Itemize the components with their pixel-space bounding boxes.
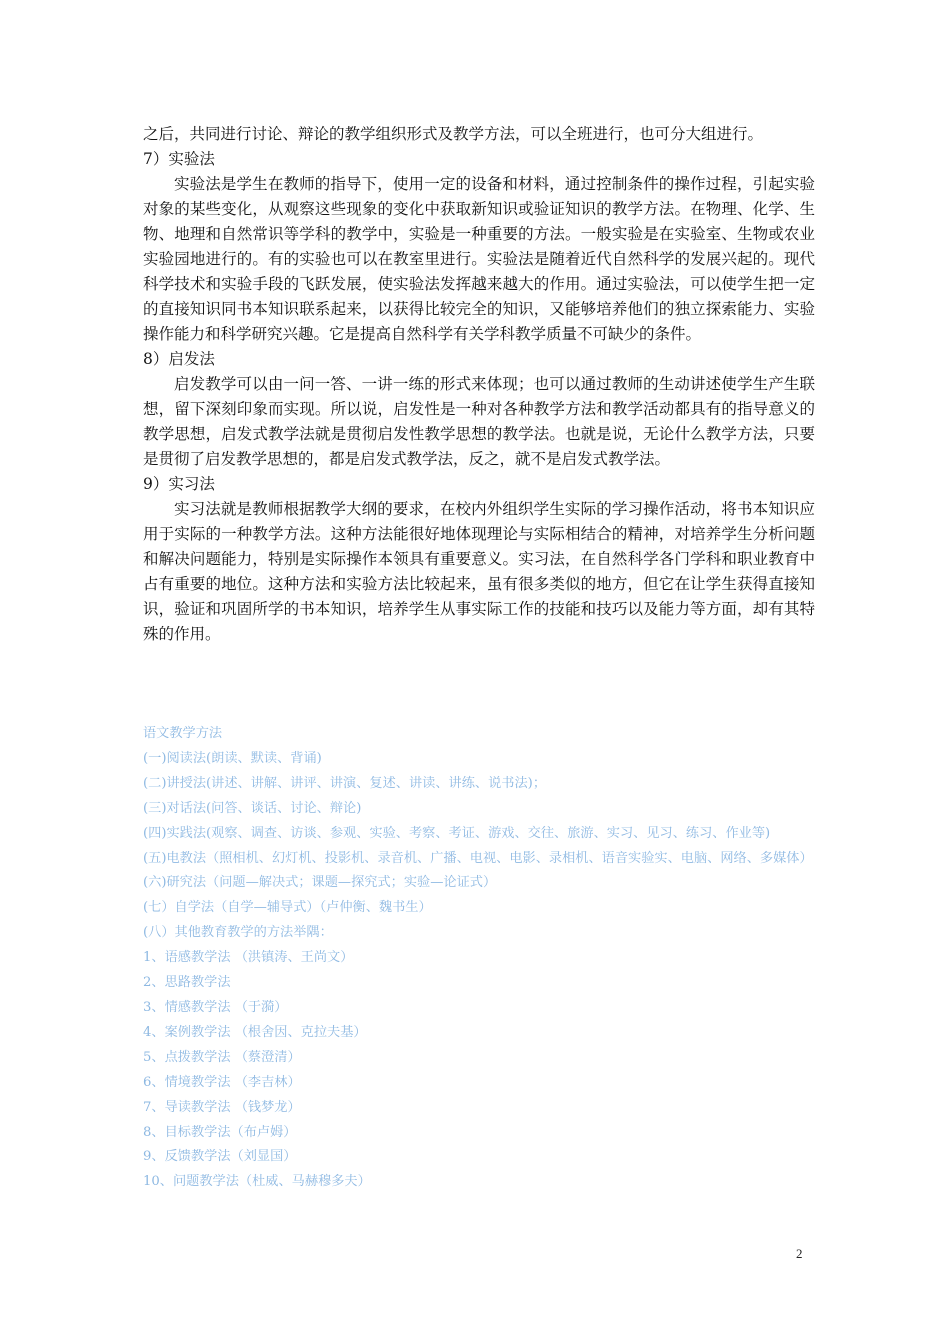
- list-item: 5、点拨教学法 （蔡澄清）: [143, 1049, 301, 1065]
- list-item: 6、情境教学法 （李吉林）: [143, 1074, 301, 1090]
- list-item: 2、思路教学法: [143, 975, 231, 991]
- paragraph-experiment-method: 实验法是学生在教师的指导下，使用一定的设备和材料，通过控制条件的操作过程，引起实验对象的某些变化，从观察这些现象的变化中获取新知识或验证知识的教学方法。在物理、化学、生物、地理和自然常识等学科的教学中，实验是一种重要的方法。一般实验是在实验室、生物或农业实验园地进行的。有的实验也可以在教室里进行。实验法是随着近代自然科学的发展兴起的。现代科学技术和实验手段的飞跃发展，使实验法发挥越来越大的作用。通过实验法，可以使学生把一定的直接知识同书本知识联系起来，以获得比较完全的知识，又能够培养他们的独立探索能力、实验操作能力和科学研究兴趣。它是提高自然科学有关学科教学质量不可缺少的条件。: [143, 175, 815, 343]
- paragraph-continuation: 之后，共同进行讨论、辩论的教学组织形式及教学方法，可以全班进行，也可分大组进行。: [143, 125, 764, 143]
- list-title: 语文教学方法: [143, 726, 223, 741]
- list-item: 8、目标教学法（布卢姆）: [143, 1124, 297, 1140]
- list-item: (四)实践法(观察、调查、访谈、参观、实验、考察、考证、游戏、交往、旅游、实习、见习、练习、作业等): [143, 825, 771, 841]
- list-item: (二)讲授法(讲述、讲解、讲评、讲演、复述、讲读、讲练、说书法)；: [143, 775, 547, 791]
- list-item: 3、情感教学法 （于漪）: [143, 999, 288, 1015]
- list-item: (三)对话法(问答、谈话、讨论、辩论): [143, 800, 362, 816]
- list-item: (八）其他教育教学的方法举隅：: [143, 925, 333, 941]
- page-number: 2: [796, 1246, 803, 1261]
- list-item: 4、案例教学法 （根舍因、克拉夫基）: [143, 1024, 367, 1040]
- list-item: (一)阅读法(朗读、默读、背诵): [143, 750, 322, 766]
- list-item: (五)电教法（照相机、幻灯机、投影机、录音机、广播、电视、电影、录相机、语音实验实、电脑、网络、多媒体）: [143, 850, 813, 866]
- heading-heuristic-method: 8）启发法: [143, 350, 215, 368]
- list-item: 9、反馈教学法（刘显国）: [143, 1149, 297, 1165]
- list-item: (七）自学法（自学—辅导式）（卢仲衡、魏书生）: [143, 900, 432, 916]
- list-item: 1、语感教学法 （洪镇涛、王尚文）: [143, 950, 354, 966]
- paragraph-heuristic-method: 启发教学可以由一问一答、一讲一练的形式来体现；也可以通过教师的生动讲述使学生产生联想，留下深刻印象而实现。所以说，启发性是一种对各种教学方法和教学活动都具有的指导意义的教学思想，启发式教学法就是贯彻启发性教学思想的教学法。也就是说，无论什么教学方法，只要是贯彻了启发教学思想的，都是启发式教学法，反之，就不是启发式教学法。: [143, 375, 815, 468]
- document-body: [143, 122, 815, 647]
- chinese-teaching-methods-list: [143, 722, 823, 1195]
- paragraph-practice-method: 实习法就是教师根据教学大纲的要求，在校内外组织学生实际的学习操作活动，将书本知识应用于实际的一种教学方法。这种方法能很好地体现理论与实际相结合的精神，对培养学生分析问题和解决问题能力，特别是实际操作本领具有重要意义。实习法，在自然科学各门学科和职业教育中占有重要的地位。这种方法和实验方法比较起来，虽有很多类似的地方，但它在让学生获得直接知识，验证和巩固所学的书本知识，培养学生从事实际工作的技能和技巧以及能力等方面，却有其特殊的作用。: [143, 500, 815, 643]
- list-item: (六)研究法（问题—解决式；课题—探究式；实验—论证式）: [143, 875, 497, 891]
- list-item: 10、问题教学法（杜威、马赫穆多夫）: [143, 1174, 371, 1190]
- heading-practice-method: 9）实习法: [143, 475, 215, 493]
- heading-experiment-method: 7）实验法: [143, 150, 215, 168]
- list-item: 7、导读教学法 （钱梦龙）: [143, 1099, 301, 1115]
